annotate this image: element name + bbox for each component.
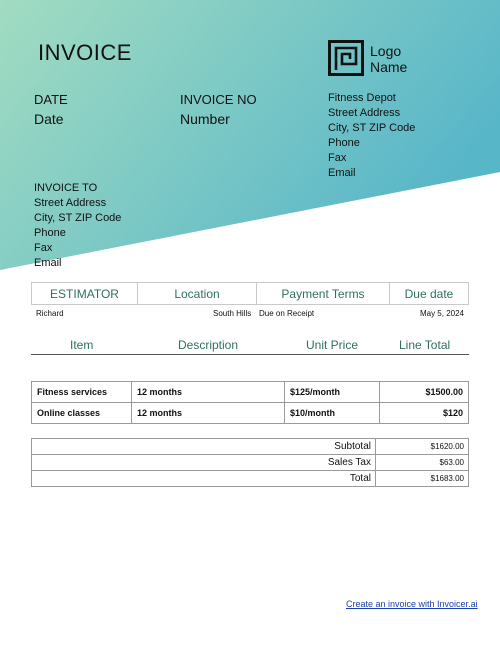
client-email: Email (34, 257, 62, 269)
unit-price-cell: $10/month (285, 403, 380, 424)
date-value: Date (34, 111, 64, 127)
maze-logo-icon (328, 40, 364, 76)
table-row (32, 403, 469, 424)
item-cell: Online classes (32, 403, 132, 424)
sales-tax-row (32, 455, 469, 471)
sales-tax-amount: $63.00 (376, 455, 469, 471)
client-city: City, ST ZIP Code (34, 212, 122, 224)
business-phone: Phone (328, 137, 360, 149)
invoice-to-label: INVOICE TO (34, 182, 98, 194)
line-total-cell: $120 (380, 403, 469, 424)
business-info (328, 91, 415, 181)
unit-price-cell: $125/month (285, 382, 380, 403)
business-city: City, ST ZIP Code (328, 122, 416, 134)
logo-name: Logo Name (370, 43, 408, 75)
total-amount: $1683.00 (376, 471, 469, 487)
due-date-header: Due date (390, 283, 469, 305)
line-total-column-header: Line Total (399, 338, 451, 352)
business-fax: Fax (328, 152, 347, 164)
client-fax: Fax (34, 242, 53, 254)
description-column-header: Description (178, 338, 239, 352)
location-header: Location (138, 283, 257, 305)
create-invoice-link[interactable]: Create an invoice with Invoicer.ai (346, 599, 478, 609)
subtotal-row (32, 439, 469, 455)
total-row (32, 471, 469, 487)
estimator-value: Richard (36, 309, 64, 318)
description-cell: 12 months (132, 382, 285, 403)
payment-terms-header: Payment Terms (257, 283, 390, 305)
estimator-header: ESTIMATOR (32, 283, 138, 305)
items-column-header (31, 336, 469, 355)
subtotal-label: Subtotal (32, 439, 376, 455)
item-cell: Fitness services (32, 382, 132, 403)
items-table (31, 381, 469, 424)
unit-price-column-header: Unit Price (306, 338, 359, 352)
invoice-to-block (34, 181, 121, 271)
sales-tax-label: Sales Tax (32, 455, 376, 471)
business-name: Fitness Depot (328, 92, 396, 104)
location-value: South Hills (213, 309, 252, 318)
date-label: DATE (34, 92, 68, 107)
estimator-header-table (31, 282, 469, 305)
client-phone: Phone (34, 227, 66, 239)
business-street: Street Address (328, 107, 401, 119)
invoice-title: INVOICE (38, 40, 132, 65)
business-email: Email (328, 167, 356, 179)
total-label: Total (32, 471, 376, 487)
table-row (32, 382, 469, 403)
invoice-no-label: INVOICE NO (180, 92, 257, 107)
item-column-header: Item (70, 338, 94, 352)
payment-terms-value: Due on Receipt (259, 309, 315, 318)
description-cell: 12 months (132, 403, 285, 424)
subtotal-amount: $1620.00 (376, 439, 469, 455)
line-total-cell: $1500.00 (380, 382, 469, 403)
totals-table (31, 438, 469, 487)
due-date-value: May 5, 2024 (419, 309, 464, 318)
client-street: Street Address (34, 197, 107, 209)
invoice-no-value: Number (180, 111, 230, 127)
